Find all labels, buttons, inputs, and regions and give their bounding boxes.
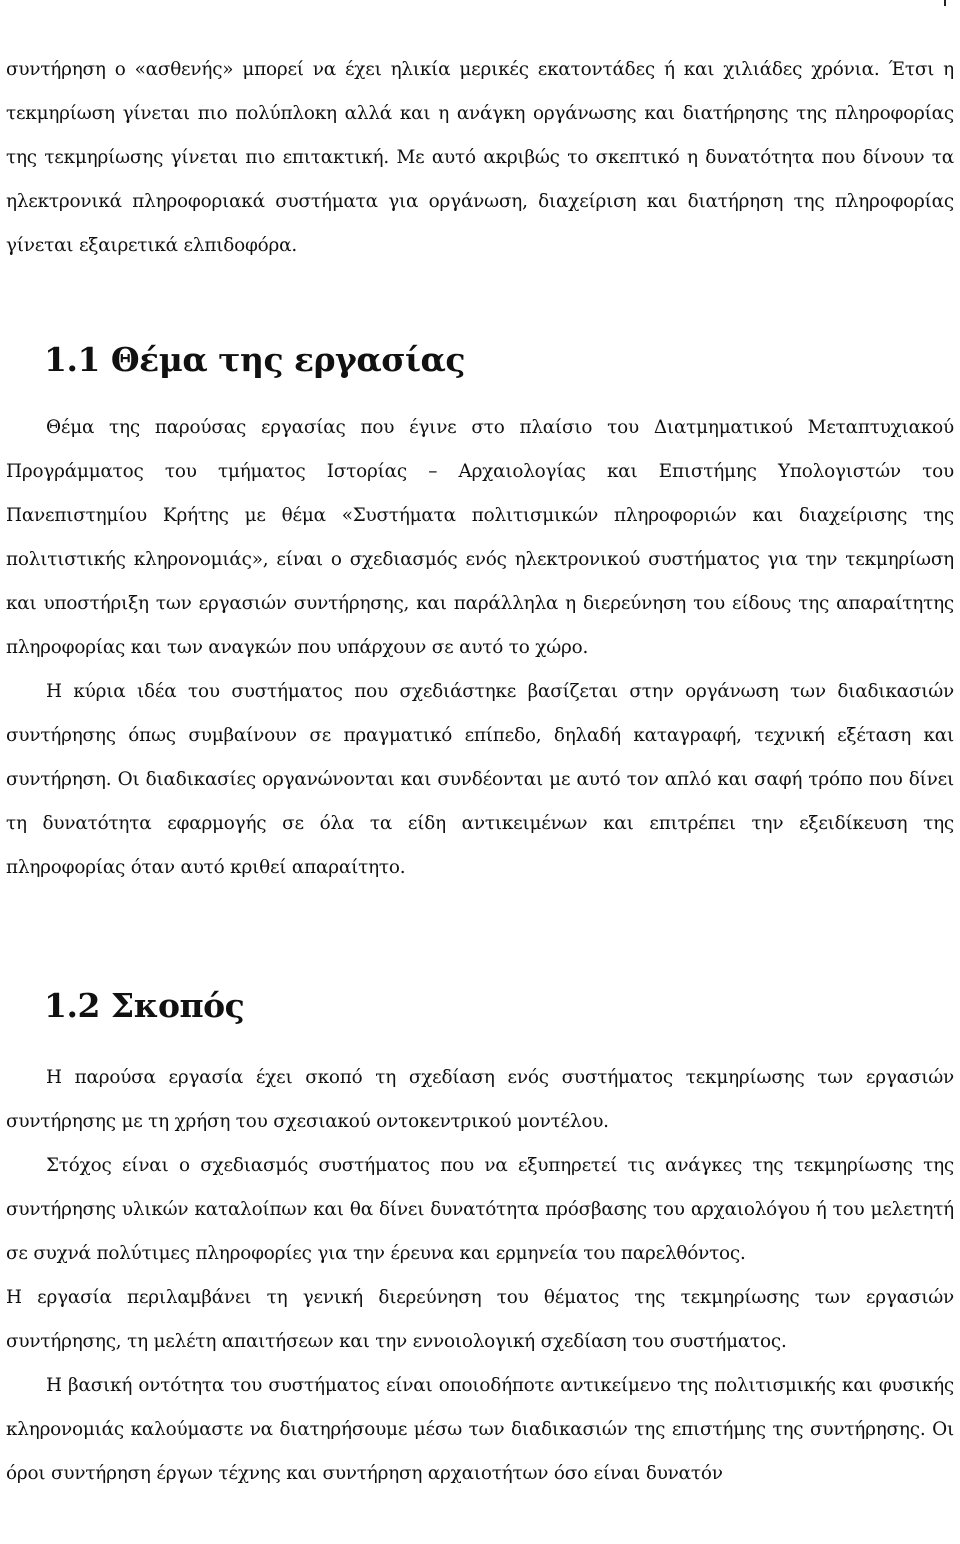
section-1-2-paragraph-2: Στόχος είναι ο σχεδιασμός συστήματος που να εξυπηρετεί τις ανάγκες της τεκμηρίωσης της συντήρησης υλικών καταλοίπων και θα δίνει δυνατότητα πρόσβασης του αρχαιολόγου ή του μελετητή σε συχνά πολύτιμες πληροφορίες για την έρευνα και ερμηνεία του παρελθόντος. <box>6 1155 954 1264</box>
section-1-1-paragraph-1: Θέμα της παρούσας εργασίας που έγινε στο πλαίσιο του Διατμηματικού Μεταπτυχιακού Προγράμματος του τμήματος Ιστορίας – Αρχαιολογίας και Επιστήμης Υπολογιστών του Πανεπιστημίου Κρήτης με θέμα «Συστήματα πολιτισμικών πληροφοριών και διαχείρισης της πολιτιστικής κληρονομιάς», είναι ο σχεδιασμός ενός ηλεκτρονικού συστήματος για την τεκμηρίωση και υποστήριξη των εργασιών συντήρησης, και παράλληλα η διερεύνηση του είδους της απαραίτητης πληροφορίας και των αναγκών που υπάρχουν σε αυτό το χώρο. <box>6 417 954 658</box>
section-heading-1-2: 1.2 Σκοπός <box>44 986 245 1025</box>
section-heading-1-1: 1.1 Θέμα της εργασίας <box>44 340 465 379</box>
document-page <box>6 48 954 1496</box>
section-1-2-paragraph-1: Η παρούσα εργασία έχει σκοπό τη σχεδίαση ενός συστήματος τεκμηρίωσης των εργασιών συντήρησης με τη χρήση του σχεσιακού οντοκεντρικού μοντέλου. <box>6 1067 954 1132</box>
section-1-1-paragraph-2: Η κύρια ιδέα του συστήματος που σχεδιάστηκε βασίζεται στην οργάνωση των διαδικασιών συντήρησης όπως συμβαίνουν σε πραγματικό επίπεδο, δηλαδή καταγραφή, τεχνική εξέταση και συντήρηση. Οι διαδικασίες οργανώνονται και συνδέονται με αυτό τον απλό και σαφή τρόπο που δίνει τη δυνατότητα εφαρμογής σε όλα τα είδη αντικειμένων και επιτρέπει την εξειδίκευση της πληροφορίας όταν αυτό κριθεί απαραίτητο. <box>6 681 954 878</box>
section-1-2-paragraph-3: Η εργασία περιλαμβάνει τη γενική διερεύνηση του θέματος της τεκμηρίωσης των εργασιών συντήρησης, τη μελέτη απαιτήσεων και την εννοιολογική σχεδίαση του συστήματος. <box>6 1287 954 1352</box>
intro-paragraph: συντήρηση ο «ασθενής» μπορεί να έχει ηλικία μερικές εκατοντάδες ή και χιλιάδες χρόνια. Έτσι η τεκμηρίωση γίνεται πιο πολύπλοκη αλλά και η ανάγκη οργάνωσης και διατήρησης της πληροφορίας της τεκμηρίωσης γίνεται πιο επιτακτική. Με αυτό ακριβώς το σκεπτικό η δυνατότητα που δίνουν τα ηλεκτρονικά πληροφοριακά συστήματα για οργάνωση, διαχείριση και διατήρηση της πληροφορίας γίνεται εξαιρετικά ελπιδοφόρα. <box>6 59 954 256</box>
page-edge-mark <box>944 0 946 6</box>
section-1-2-paragraph-4: Η βασική οντότητα του συστήματος είναι οποιοδήποτε αντικείμενο της πολιτισμικής και φυσικής κληρονομιάς καλούμαστε να διατηρήσουμε μέσω των διαδικασιών της επιστήμης της συντήρησης. Οι όροι συντήρηση έργων τέχνης και συντήρηση αρχαιοτήτων όσο είναι δυνατόν <box>6 1375 954 1484</box>
